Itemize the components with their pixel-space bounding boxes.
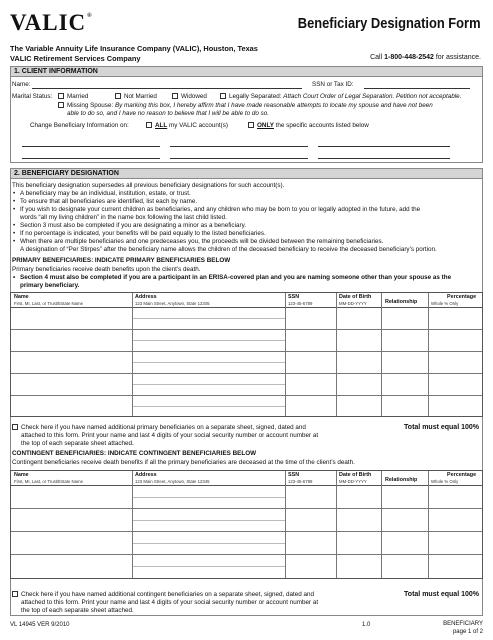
col-dob-hint: MM-DD-YYYY (339, 479, 367, 484)
additional-primary-option[interactable]: Check here if you have named additional primary beneficiaries on a separate sheet, signed, dated and (12, 424, 306, 432)
col-percentage-header: Percentage (447, 472, 477, 478)
col-address-hint: 123 Main Street, Anytown, State 12345 (135, 479, 210, 484)
all-accounts-option[interactable]: ALL my VALIC account(s) (146, 122, 228, 130)
table-row[interactable] (11, 396, 482, 417)
married-option[interactable]: Married (58, 93, 88, 101)
col-dob-hint: MM-DD-YYYY (339, 301, 367, 306)
col-relationship-header: Relationship (385, 477, 418, 483)
table-row[interactable] (11, 374, 482, 396)
page-number: page 1 of 2 (452, 629, 483, 635)
missing-spouse-note-cont: able to do so, and I have no reason to believe that I will be able to do so. (67, 110, 269, 117)
col-percentage-hint: Whole % Only (431, 479, 459, 484)
col-dob-header: Date of Birth (339, 294, 372, 300)
section-4-note-cont: primary beneficiary. (20, 282, 80, 289)
address-line (133, 543, 285, 544)
col-ssn-header: SSN (288, 472, 300, 478)
name-field[interactable] (32, 82, 302, 89)
form-id: VL 14945 VER 9/2010 (10, 622, 70, 628)
bullet-item: • To ensure that all beneficiaries are identified, list each by name. (20, 198, 197, 206)
account-field-2[interactable] (170, 140, 308, 147)
col-name-header: Name (14, 472, 29, 478)
account-field-4[interactable] (22, 152, 160, 159)
marital-status-label: Marital Status: (12, 93, 53, 100)
additional-contingent-checkbox[interactable] (12, 591, 18, 597)
account-field-6[interactable] (318, 152, 450, 159)
section-1-box (10, 77, 483, 163)
col-address-hint: 123 Main Street, Anytown, State 12345 (135, 301, 210, 306)
col-address-header: Address (135, 472, 157, 478)
col-ssn-hint: 123-45-6789 (288, 479, 313, 484)
primary-heading: PRIMARY BENEFICIARIES: INDICATE PRIMARY BENEFICIARIES BELOW (12, 257, 231, 264)
change-beneficiary-label: Change Beneficiary Information on: (30, 122, 129, 129)
table-row[interactable] (11, 352, 482, 374)
not-married-checkbox[interactable] (115, 93, 121, 99)
address-line (133, 384, 285, 385)
bullet-item: • When there are multiple beneficiaries and one predeceases you, the proceeds will be divided between the remaining beneficiaries. (20, 238, 383, 246)
company-line-2: VALIC Retirement Services Company (10, 54, 141, 63)
address-line (133, 340, 285, 341)
bullet-item: • If you wish to designate your current children as beneficiaries, and any children who may be born to you or legally adopted in the future, add the (20, 206, 420, 214)
page-title: Beneficiary Designation Form (298, 15, 481, 32)
missing-spouse-checkbox[interactable] (58, 102, 64, 108)
bullet-item-cont: words “all my living children” in the name box following the last child listed. (20, 214, 227, 221)
bullet-item: • A beneficiary may be an individual, institution, estate, or trust. (20, 190, 191, 198)
bullet-item: • Section 3 must also be completed if you are designating a minor as a beneficiary. (20, 222, 246, 230)
additional-contingent-text: the top of each separate sheet attached. (21, 607, 134, 614)
only-accounts-checkbox[interactable] (248, 122, 254, 128)
address-line (133, 362, 285, 363)
table-row[interactable] (11, 532, 482, 555)
contingent-beneficiary-table (10, 470, 483, 579)
ssn-field[interactable] (364, 82, 470, 89)
section-2-header: 2. BENEFICIARY DESIGNATION (10, 168, 483, 179)
legally-separated-option[interactable]: Legally Separated: Attach Court Order of Legal Separation. Petition not acceptable. (220, 93, 461, 101)
section-1-header: 1. CLIENT INFORMATION (10, 66, 483, 77)
additional-primary-text: attached to this form. Print your name and last 4 digits of your social security number or account number at (21, 432, 319, 439)
married-checkbox[interactable] (58, 93, 64, 99)
address-line (133, 406, 285, 407)
widowed-option[interactable]: Widowed (172, 93, 207, 101)
only-accounts-option[interactable]: ONLY the specific accounts listed below (248, 122, 369, 130)
col-percentage-header: Percentage (447, 294, 477, 300)
contingent-total-note: Total must equal 100% (404, 591, 479, 598)
account-field-5[interactable] (170, 152, 308, 159)
contingent-heading: CONTINGENT BENEFICIARIES: INDICATE CONTINGENT BENEFICIARIES BELOW (12, 450, 257, 457)
account-field-1[interactable] (22, 140, 160, 147)
section-2-intro: This beneficiary designation supersedes all previous beneficiary designations for such account(s). (12, 182, 285, 189)
legally-separated-checkbox[interactable] (220, 93, 226, 99)
table-row[interactable] (11, 308, 482, 330)
per-stirpes-note: A designation of “Per Stirpes” after the beneficiary name allows the children of the deceased beneficiary to receive the deceased beneficiary’s portion. (20, 246, 437, 253)
all-accounts-checkbox[interactable] (146, 122, 152, 128)
col-name-hint: First, MI, Last, or Trust/Estate Name (14, 301, 84, 306)
name-label: Name: (12, 81, 31, 88)
contingent-description: Contingent beneficiaries receive death benefits if all the primary beneficiaries are deceased at the time of the client’s death. (12, 459, 355, 466)
additional-contingent-option[interactable]: Check here if you have named additional contingent beneficiaries on a separate sheet, signed, dated and (12, 591, 314, 599)
account-field-3[interactable] (318, 140, 450, 147)
col-relationship-header: Relationship (385, 299, 418, 305)
address-line (133, 566, 285, 567)
address-line (133, 318, 285, 319)
section-4-note: • Section 4 must also be completed if you are a participant in an ERISA-covered plan and you are naming someone other than your spouse as the (20, 274, 451, 282)
table-header (11, 293, 482, 308)
table-row[interactable] (11, 486, 482, 509)
call-for-assistance: Call 1-800-448-2542 for assistance. (370, 54, 481, 61)
additional-primary-text: the top of each separate sheet attached. (21, 440, 134, 447)
document-name: BENEFICIARY (443, 621, 483, 627)
additional-contingent-text: attached to this form. Print your name and last 4 digits of your social security number or account number at (21, 599, 319, 606)
primary-beneficiary-table (10, 292, 483, 417)
bullet-item: • If no percentage is indicated, your benefits will be paid equally to the listed beneficiaries. (20, 230, 266, 238)
widowed-checkbox[interactable] (172, 93, 178, 99)
form-version: 1.0 (362, 622, 371, 628)
table-row[interactable] (11, 509, 482, 532)
address-line (133, 520, 285, 521)
company-info (10, 44, 258, 64)
col-dob-header: Date of Birth (339, 472, 372, 478)
valic-logo: VALIC® (10, 10, 92, 35)
address-line (133, 497, 285, 498)
table-row[interactable] (11, 330, 482, 352)
phone-number[interactable]: 1-800-448-2542 (384, 54, 434, 61)
table-header (11, 471, 482, 486)
additional-primary-checkbox[interactable] (12, 424, 18, 430)
col-ssn-header: SSN (288, 294, 300, 300)
col-name-header: Name (14, 294, 29, 300)
primary-total-note: Total must equal 100% (404, 424, 479, 431)
page-info (443, 620, 483, 636)
table-row[interactable] (11, 555, 482, 579)
primary-description: Primary beneficiaries receive death benefits upon the client’s death. (12, 266, 201, 273)
company-line-1: The Variable Annuity Life Insurance Company (VALIC), Houston, Texas (10, 44, 258, 53)
col-ssn-hint: 123-45-6789 (288, 301, 313, 306)
col-percentage-hint: Whole % Only (431, 301, 459, 306)
col-name-hint: First, MI, Last, or Trust/Estate Name (14, 479, 84, 484)
not-married-option[interactable]: Not Married (115, 93, 157, 101)
ssn-label: SSN or Tax ID: (312, 81, 354, 88)
col-address-header: Address (135, 294, 157, 300)
missing-spouse-option[interactable]: Missing Spouse: By marking this box, I hereby affirm that I have made reasonable attempts to locate my spouse and have not been (58, 102, 433, 110)
